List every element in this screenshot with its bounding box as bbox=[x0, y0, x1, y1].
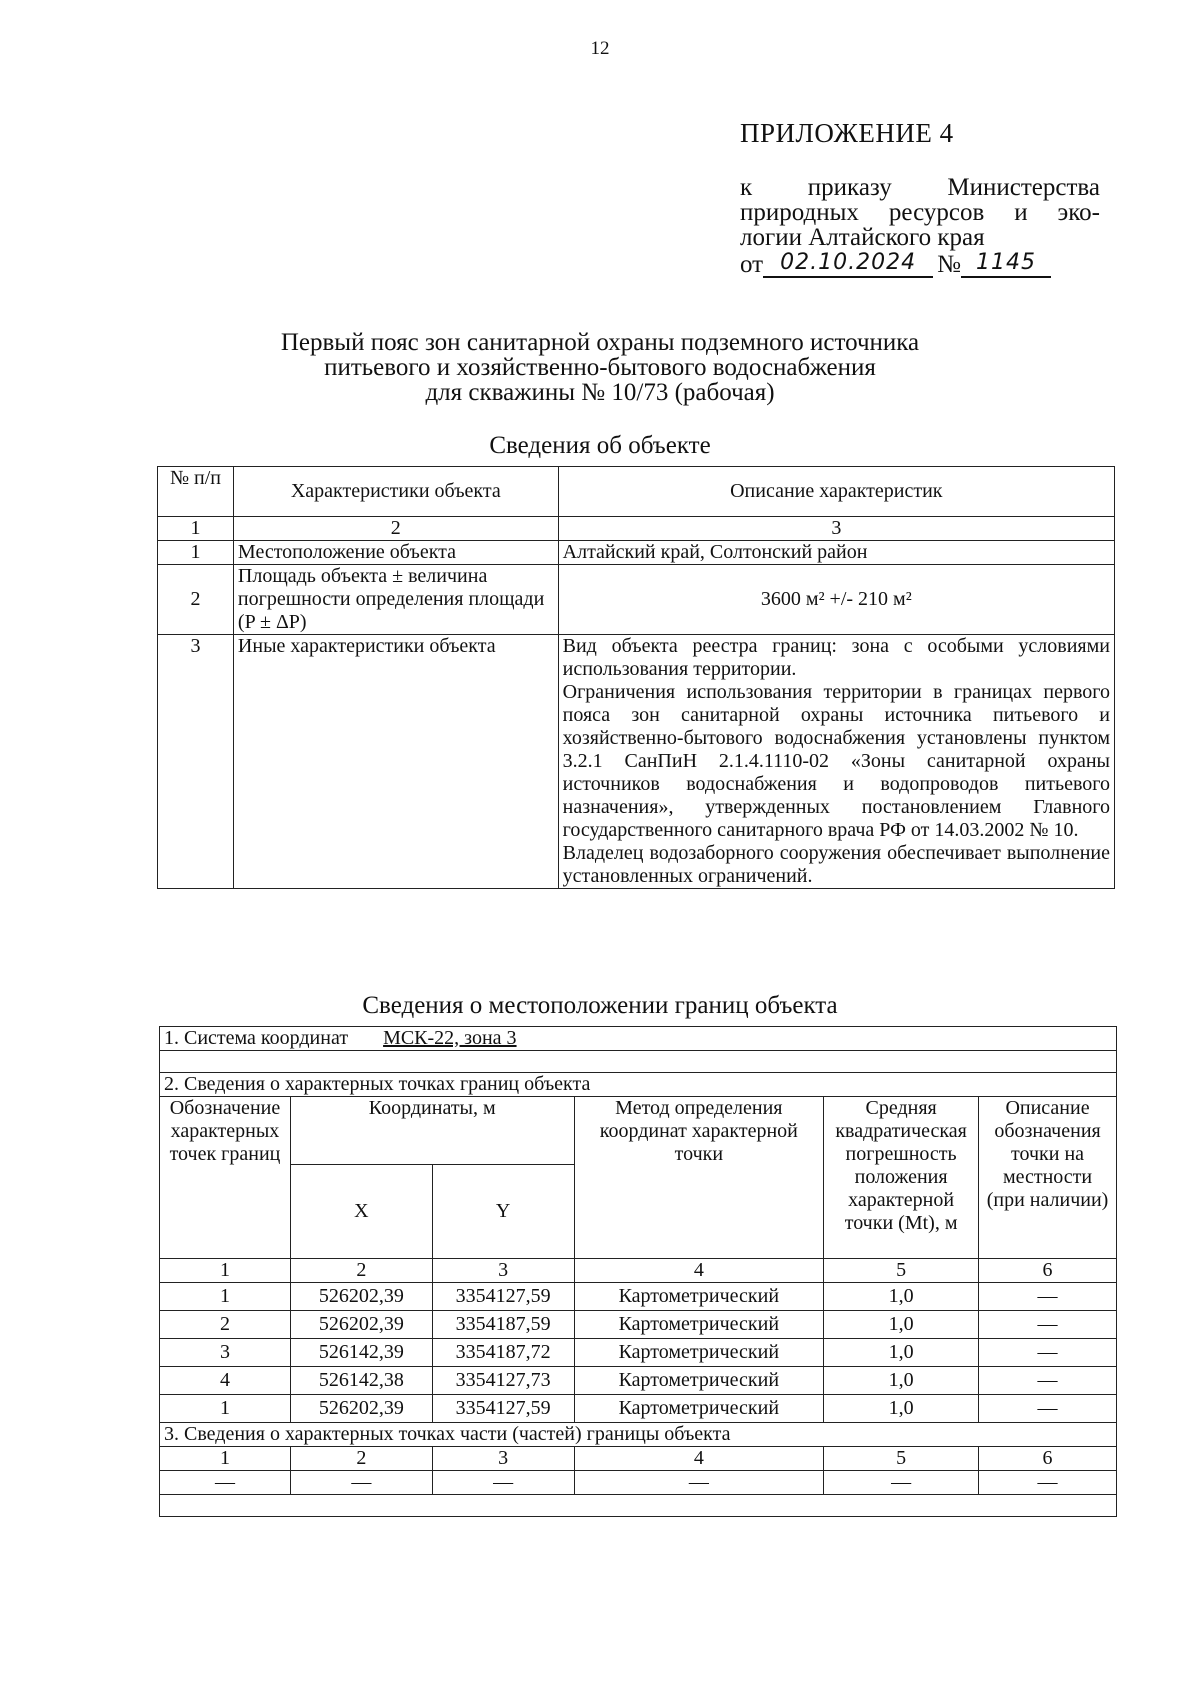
point-mt: 1,0 bbox=[824, 1367, 979, 1395]
document-title-line-1: Первый пояс зон санитарной охраны подземного источника bbox=[280, 329, 920, 356]
index-cell: 5 bbox=[824, 1447, 979, 1471]
index-cell: 6 bbox=[979, 1259, 1117, 1283]
dash-cell: — bbox=[574, 1471, 824, 1495]
point-mt: 1,0 bbox=[824, 1311, 979, 1339]
row-desc-part: Владелец водозаборного сооружения обеспечивает выполнение установленных ограничений. bbox=[562, 842, 1110, 887]
point-mt: 1,0 bbox=[824, 1395, 979, 1423]
dash-cell: — bbox=[290, 1471, 432, 1495]
point-row bbox=[160, 1339, 1117, 1367]
index-cell: 4 bbox=[574, 1259, 824, 1283]
header-error: Средняя квадратическая погрешность положения характерной точки (Mt), м bbox=[824, 1097, 979, 1259]
point-method: Картометрический bbox=[574, 1395, 824, 1423]
point-y: 3354127,59 bbox=[432, 1395, 574, 1423]
table-row bbox=[158, 565, 1115, 635]
header-num: № п/п bbox=[158, 467, 234, 517]
index-cell: 5 bbox=[824, 1259, 979, 1283]
coord-system-label: 1. Система координат bbox=[164, 1027, 349, 1049]
document-title-line-2: питьевого и хозяйственно-бытового водоснабжения bbox=[324, 354, 876, 381]
document-title bbox=[180, 330, 1020, 405]
row-desc-part: Ограничения использования территории в границах первого пояса зон санитарной охраны источника питьевого и хозяйственно-бытового водоснабжения установлены пунктом 3.2.1 СанПиН 2.1.4.1110-02 «Зоны санитарной охраны источников водоснабжения и водопроводов питьевого назначения», утвержденных постановлением Главного государственного санитарного врача РФ от 14.03.2002 № 10. bbox=[562, 681, 1110, 841]
order-date-handwritten: 02.10.2024 bbox=[763, 250, 933, 278]
point-method: Картометрический bbox=[574, 1311, 824, 1339]
index-cell: 2 bbox=[290, 1259, 432, 1283]
row-desc-part: Вид объекта реестра границ: зона с особыми условиями использования территории. bbox=[562, 635, 1110, 680]
index-cell: 3 bbox=[432, 1259, 574, 1283]
point-id: 3 bbox=[160, 1339, 291, 1367]
point-desc: — bbox=[979, 1395, 1117, 1423]
index-cell: 1 bbox=[158, 517, 234, 541]
row-num: 3 bbox=[158, 635, 234, 889]
point-desc: — bbox=[979, 1283, 1117, 1311]
header-method: Метод определения координат характерной точки bbox=[574, 1097, 824, 1259]
object-info-table bbox=[157, 466, 1115, 889]
point-desc: — bbox=[979, 1311, 1117, 1339]
point-y: 3354187,72 bbox=[432, 1339, 574, 1367]
appendix-line-1: к приказу Министерства bbox=[740, 174, 1100, 201]
section2-label: 2. Сведения о характерных точках границ объекта bbox=[160, 1073, 1117, 1097]
order-from-label: от bbox=[740, 251, 764, 278]
index-cell: 1 bbox=[160, 1259, 291, 1283]
boundaries-title: Сведения о местоположении границ объекта bbox=[362, 992, 838, 1019]
table-row bbox=[158, 541, 1115, 565]
document-title-line-3: для скважины № 10/73 (рабочая) bbox=[425, 379, 775, 406]
point-id: 1 bbox=[160, 1395, 291, 1423]
coord-system-value: МСК-22, зона 3 bbox=[383, 1027, 517, 1049]
row-num: 2 bbox=[158, 565, 234, 635]
point-x: 526202,39 bbox=[290, 1283, 432, 1311]
header-point-description: Описание обозначения точки на местности (при наличии) bbox=[979, 1097, 1117, 1259]
index-cell: 3 bbox=[558, 517, 1114, 541]
header-designation: Обозначение характерных точек границ bbox=[160, 1097, 291, 1259]
row-desc: Алтайский край, Солтонский район bbox=[558, 541, 1114, 565]
point-x: 526142,38 bbox=[290, 1367, 432, 1395]
row-name: Местоположение объекта bbox=[233, 541, 558, 565]
page-number: 12 bbox=[590, 38, 610, 59]
point-x: 526142,39 bbox=[290, 1339, 432, 1367]
section3-label: 3. Сведения о характерных точках части (частей) границы объекта bbox=[160, 1423, 1117, 1447]
point-y: 3354187,59 bbox=[432, 1311, 574, 1339]
index-cell: 4 bbox=[574, 1447, 824, 1471]
empty-row bbox=[160, 1495, 1117, 1517]
point-mt: 1,0 bbox=[824, 1283, 979, 1311]
object-info-title: Сведения об объекте bbox=[489, 432, 711, 459]
row-desc: 3600 м² +/- 210 м² bbox=[558, 565, 1114, 635]
table-row bbox=[158, 635, 1115, 889]
point-method: Картометрический bbox=[574, 1283, 824, 1311]
order-number-label: № bbox=[937, 251, 961, 278]
row-num: 1 bbox=[158, 541, 234, 565]
index-cell: 2 bbox=[290, 1447, 432, 1471]
point-y: 3354127,59 bbox=[432, 1283, 574, 1311]
point-desc: — bbox=[979, 1339, 1117, 1367]
dash-cell: — bbox=[979, 1471, 1117, 1495]
point-row bbox=[160, 1283, 1117, 1311]
point-row bbox=[160, 1311, 1117, 1339]
index-cell: 2 bbox=[233, 517, 558, 541]
appendix-block bbox=[740, 118, 1100, 278]
index-cell: 3 bbox=[432, 1447, 574, 1471]
header-y: Y bbox=[432, 1165, 574, 1259]
point-x: 526202,39 bbox=[290, 1311, 432, 1339]
appendix-title: ПРИЛОЖЕНИЕ 4 bbox=[740, 118, 954, 148]
header-coords: Координаты, м bbox=[290, 1097, 574, 1165]
point-x: 526202,39 bbox=[290, 1395, 432, 1423]
row-name: Иные характеристики объекта bbox=[233, 635, 558, 889]
appendix-line-3: логии Алтайского края bbox=[740, 224, 985, 251]
header-description: Описание характеристик bbox=[558, 467, 1114, 517]
point-row bbox=[160, 1367, 1117, 1395]
point-row bbox=[160, 1395, 1117, 1423]
point-method: Картометрический bbox=[574, 1339, 824, 1367]
point-y: 3354127,73 bbox=[432, 1367, 574, 1395]
dash-cell: — bbox=[160, 1471, 291, 1495]
point-id: 4 bbox=[160, 1367, 291, 1395]
row-desc bbox=[558, 635, 1114, 889]
row-name: Площадь объекта ± величина погрешности определения площади (P ± ΔP) bbox=[233, 565, 558, 635]
point-id: 1 bbox=[160, 1283, 291, 1311]
dash-cell: — bbox=[824, 1471, 979, 1495]
header-x: X bbox=[290, 1165, 432, 1259]
spacer-row bbox=[160, 1051, 1117, 1073]
index-cell: 6 bbox=[979, 1447, 1117, 1471]
coord-system-row bbox=[160, 1027, 1117, 1051]
order-number-handwritten: 1145 bbox=[961, 250, 1051, 278]
point-desc: — bbox=[979, 1367, 1117, 1395]
index-cell: 1 bbox=[160, 1447, 291, 1471]
point-method: Картометрический bbox=[574, 1367, 824, 1395]
header-characteristic: Характеристики объекта bbox=[233, 467, 558, 517]
appendix-line-2: природных ресурсов и эко- bbox=[740, 199, 1100, 226]
point-mt: 1,0 bbox=[824, 1339, 979, 1367]
boundaries-table bbox=[159, 1026, 1117, 1517]
point-id: 2 bbox=[160, 1311, 291, 1339]
dash-cell: — bbox=[432, 1471, 574, 1495]
order-line bbox=[740, 250, 1100, 278]
